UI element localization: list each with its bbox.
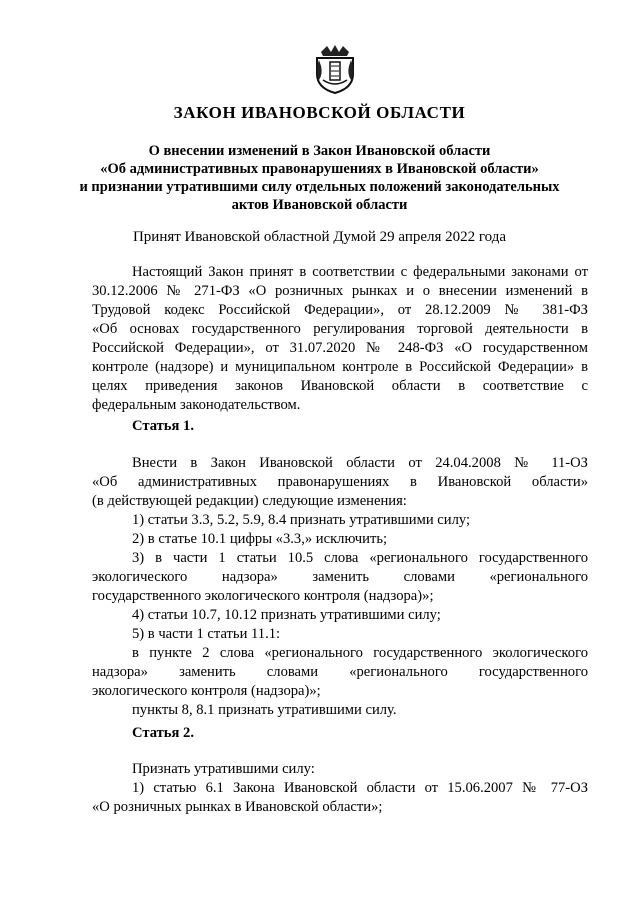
article-1-line: пункты 8, 8.1 признать утратившими силу. (132, 702, 397, 718)
article-2-line: Признать утратившими силу: (132, 761, 315, 777)
article-1-line: 1) статьи 3.3, 5.2, 5.9, 8.4 признать утратившими силу; (132, 512, 471, 528)
preamble-line: целях приведения законов Ивановской области в соответствие с (92, 378, 588, 394)
article-2-line: «О розничных рынках в Ивановской области»; (92, 799, 383, 815)
article-2-line: 1) статью 6.1 Закона Ивановской области от 15.06.2007 № 77-ОЗ (132, 780, 588, 796)
article-1-line: «Об административных правонарушениях в Ивановской области» (92, 474, 588, 490)
ivanovo-coat-of-arms-icon (313, 44, 357, 94)
law-title: ЗАКОН ИВАНОВСКОЙ ОБЛАСТИ (173, 103, 466, 122)
law-subtitle (60, 142, 579, 214)
subtitle-line: актов Ивановской области (231, 197, 408, 213)
preamble-line: 30.12.2006 № 271-ФЗ «О розничных рынках и о внесении изменений в (92, 283, 588, 299)
article-1-line: Внести в Закон Ивановской области от 24.04.2008 № 11-ОЗ (132, 455, 588, 471)
article-1-heading: Статья 1. (132, 418, 194, 434)
article-1-line: государственного экологического контроля (надзора)»; (92, 588, 434, 604)
adoption-note: Принят Ивановской областной Думой 29 апреля 2022 года (132, 229, 507, 245)
preamble-line: «Об основах государственного регулирования торговой деятельности в (92, 321, 588, 337)
article-1-line: надзора» заменить словами «регионального государственного (92, 664, 588, 680)
subtitle-line: «Об административных правонарушениях в Ивановской области» (100, 161, 539, 177)
article-1-line: 2) в статье 10.1 цифры «3.3,» исключить; (132, 531, 388, 547)
preamble-line: контроле (надзоре) и муниципальном контроле в Российской Федерации» в (92, 359, 588, 375)
article-1-line: (в действующей редакции) следующие изменения: (92, 493, 407, 509)
article-1-line: 4) статьи 10.7, 10.12 признать утратившими силу; (132, 607, 441, 623)
article-1-line: 5) в части 1 статьи 11.1: (132, 626, 281, 642)
article-2-heading: Статья 2. (132, 725, 194, 741)
article-1-line: экологического контроля (надзора)»; (92, 683, 321, 699)
subtitle-line: и признании утратившими силу отдельных положений законодательных (79, 179, 560, 195)
preamble-line: Настоящий Закон принят в соответствии с федеральными законами от (132, 264, 588, 280)
preamble-line: Трудовой кодекс Российской Федерации», от 28.12.2009 № 381-ФЗ (92, 302, 588, 318)
subtitle-line: О внесении изменений в Закон Ивановской области (148, 143, 491, 159)
preamble-line: Российской Федерации», от 31.07.2020 № 248-ФЗ «О государственном (92, 340, 588, 356)
article-1-line: в пункте 2 слова «регионального государственного экологического (132, 645, 588, 661)
preamble-line: федеральным законодательством. (92, 397, 301, 413)
article-1-line: экологического надзора» заменить словами «регионального (92, 569, 588, 585)
article-1-line: 3) в части 1 статьи 10.5 слова «регионального государственного (132, 550, 588, 566)
